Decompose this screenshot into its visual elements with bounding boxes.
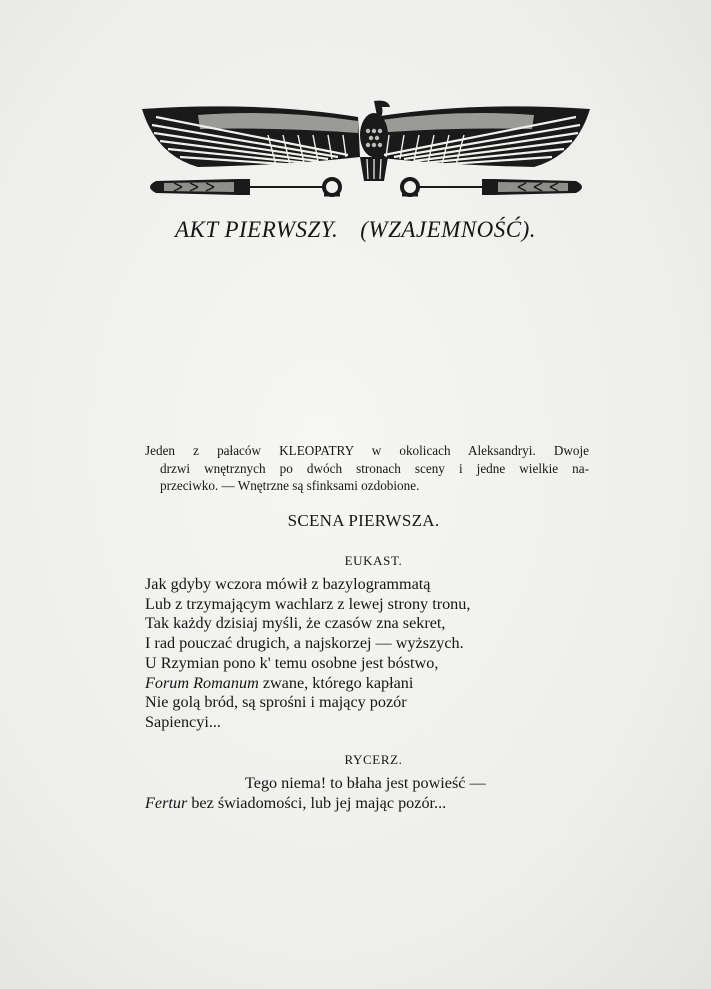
- verse-italic-text: Forum Romanum: [145, 673, 259, 692]
- right-feather-staff: [418, 179, 582, 195]
- verse-line: Tak każdy dzisiaj myśli, że czasów zna sekret,: [145, 614, 446, 633]
- verse-line: Tego niema! to błaha jest powieść —: [245, 774, 486, 792]
- stage-direction-line: Jeden z pałaców KLEOPATRY w okolicach Aleksandryi. Dwoje: [145, 443, 589, 458]
- scene-title: SCENA PIERWSZA.: [287, 511, 440, 530]
- verse-line: Sapiencyi...: [145, 712, 221, 731]
- act-title: AKT PIERWSZY.: [174, 217, 339, 242]
- verse-line: Nie golą bród, są sprośni i mający pozór: [145, 693, 407, 712]
- winged-vulture-emblem: [138, 95, 594, 207]
- verse-line: I rad pouczać drugich, a najskorzej — wyższych.: [145, 634, 464, 653]
- verse-italic-text: Fertur: [145, 793, 188, 812]
- verse-block: [145, 575, 615, 733]
- shen-rings: [324, 179, 418, 195]
- stage-direction-line: przeciwko. — Wnętrzne są sfinksami ozdobione.: [160, 478, 420, 493]
- verse-line: Lub z trzymającym wachlarz z lewej strony tronu,: [145, 594, 471, 613]
- speaker-name: RYCERZ.: [344, 752, 403, 767]
- verse-line: U Rzymian pono k' temu osobne jest bóstwo,: [145, 653, 439, 672]
- verse-block: [145, 774, 615, 813]
- verse-line: [145, 794, 615, 814]
- vulture-body: [360, 101, 390, 181]
- speaker-name: EUKAST.: [344, 553, 403, 568]
- stage-direction: [145, 442, 589, 495]
- verse-text: bez świadomości, lub jej mając pozór...: [187, 793, 447, 812]
- right-wing: [372, 106, 590, 167]
- act-heading: [0, 217, 711, 243]
- stage-direction-line: drzwi wnętrznych po dwóch stronach sceny i jedne wielkie na-: [160, 460, 589, 476]
- verse-line: Jak gdyby wczora mówił z bazylogrammatą: [145, 575, 431, 593]
- left-feather-staff: [150, 179, 324, 195]
- verse-line: [145, 674, 615, 694]
- verse-text: zwane, którego kapłani: [258, 673, 414, 692]
- left-wing: [142, 106, 360, 167]
- act-subtitle: (WZAJEMNOŚĆ).: [360, 217, 537, 242]
